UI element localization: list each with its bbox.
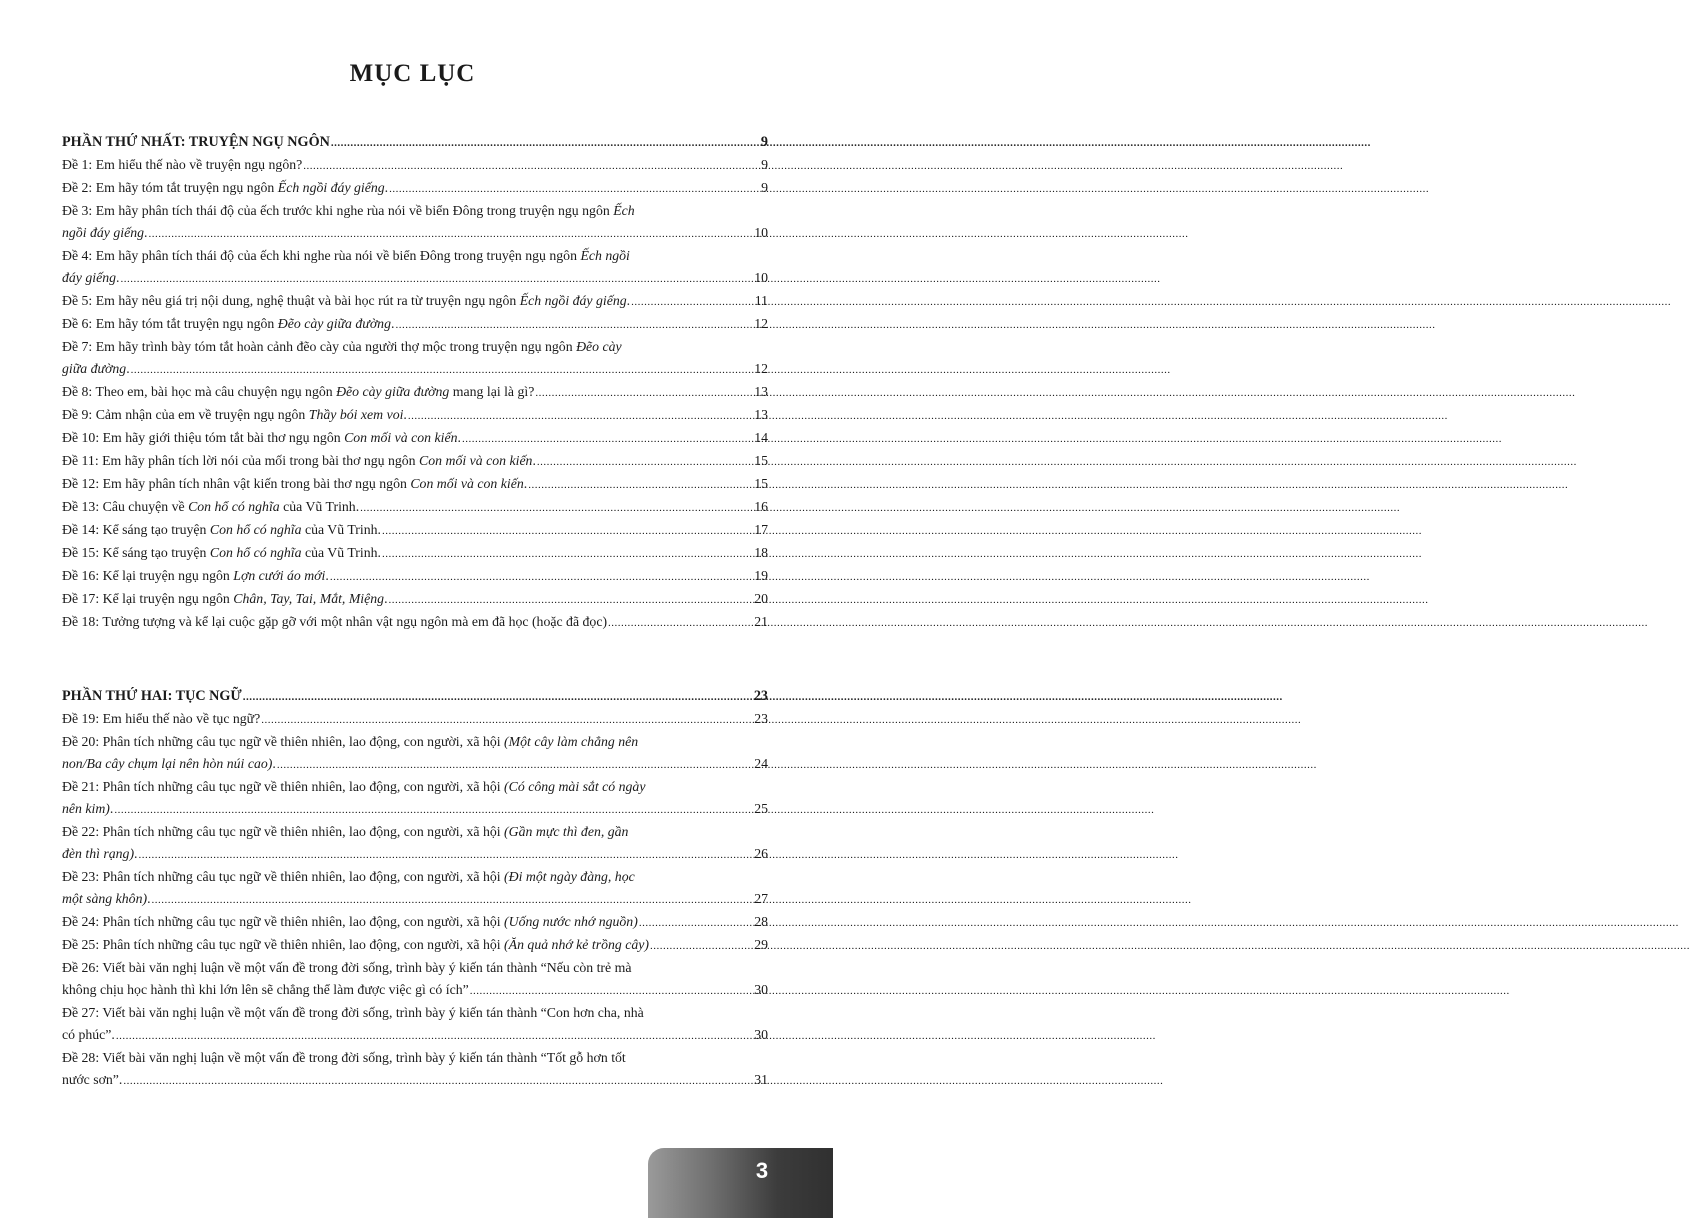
entry-label: Đề 19: bbox=[62, 711, 100, 726]
leader-dots bbox=[139, 844, 754, 866]
section-heading[interactable] bbox=[62, 685, 768, 708]
leader-dots bbox=[639, 912, 753, 934]
entry-title-italic: Con mối và con kiến bbox=[344, 430, 458, 445]
page-ref: 10 bbox=[754, 270, 768, 285]
entry-text: Em hiểu thế nào về tục ngữ? bbox=[102, 711, 261, 726]
entry-text: Em hãy phân tích lời nói của mối trong bài thơ ngụ ngôn bbox=[102, 453, 416, 468]
entry-title-italic: Con hổ có nghĩa bbox=[209, 522, 302, 537]
toc-entry[interactable] bbox=[62, 450, 768, 473]
leader-dots bbox=[408, 405, 753, 427]
entry-title-italic: Con hổ có nghĩa bbox=[209, 545, 302, 560]
entry-title-italic: Con mối và con kiến bbox=[419, 453, 533, 468]
toc-entry[interactable] bbox=[62, 496, 768, 519]
leader-dots bbox=[528, 474, 753, 496]
leader-dots bbox=[114, 799, 753, 821]
leader-dots bbox=[470, 980, 753, 1002]
page-ref: 13 bbox=[754, 407, 768, 422]
entry-label: Đề 18: bbox=[62, 614, 100, 629]
entry-text: Cảm nhận của em về truyện ngụ ngôn bbox=[95, 407, 306, 422]
entry-title-italic: Ếch ngồi bbox=[580, 248, 630, 263]
toc-entry[interactable] bbox=[62, 731, 768, 776]
entry-title-italic: (Có công mài sắt có ngày bbox=[504, 779, 646, 794]
leader-dots bbox=[261, 709, 753, 731]
entry-label: Đề 7: bbox=[62, 339, 93, 354]
toc-entry[interactable] bbox=[62, 542, 768, 565]
toc-entry[interactable] bbox=[62, 427, 768, 450]
leader-dots bbox=[631, 291, 754, 313]
leader-dots bbox=[382, 520, 753, 542]
entry-text: Em hãy nêu giá trị nội dung, nghệ thuật và bài học rút ra từ truyện ngụ ngôn bbox=[95, 293, 517, 308]
page-ref: 15 bbox=[754, 476, 768, 491]
page-ref: 28 bbox=[754, 914, 768, 929]
entry-label: Đề 4: bbox=[62, 248, 93, 263]
entry-tail: . bbox=[384, 591, 388, 606]
toc-entry[interactable] bbox=[62, 1047, 768, 1092]
entry-tail: . bbox=[144, 225, 148, 240]
entry-label: Đề 21: bbox=[62, 779, 100, 794]
entry-label: Đề 23: bbox=[62, 869, 100, 884]
page-ref: 17 bbox=[754, 522, 768, 537]
entry-label: Đề 11: bbox=[62, 453, 99, 468]
entry-label: Đề 17: bbox=[62, 591, 100, 606]
leader-dots bbox=[331, 132, 760, 154]
entry-title-italic: Con mối và con kiến bbox=[410, 476, 524, 491]
leader-dots bbox=[330, 566, 753, 588]
page-ref: 9 bbox=[760, 134, 768, 150]
page-ref: 31 bbox=[754, 1072, 768, 1087]
entry-label: Đề 6: bbox=[62, 316, 93, 331]
entry-text: Theo em, bài học mà câu chuyện ngụ ngôn bbox=[95, 384, 333, 399]
leader-dots bbox=[116, 1025, 753, 1047]
page-title: MỤC LỤC bbox=[349, 60, 476, 87]
leader-dots bbox=[389, 178, 760, 200]
entry-text: Em hãy tóm tắt truyện ngụ ngôn bbox=[95, 316, 275, 331]
entry-text: Viết bài văn nghị luận về một vấn đề trong đời sống, trình bày ý kiến tán thành “Nếu còn trẻ mà bbox=[102, 960, 632, 975]
entry-title-italic: (Đi một ngày đàng, học bbox=[504, 869, 635, 884]
page-ref: 24 bbox=[754, 756, 768, 771]
entry-label: Đề 2: bbox=[62, 180, 93, 195]
toc-section-1 bbox=[62, 131, 768, 634]
entry-tail: . bbox=[109, 801, 114, 816]
toc-entry[interactable] bbox=[62, 611, 768, 634]
entry-title-italic: (Uống nước nhớ nguồn) bbox=[504, 914, 638, 929]
leader-dots bbox=[650, 935, 753, 957]
page-ref: 15 bbox=[754, 453, 768, 468]
entry-tail: . bbox=[532, 453, 536, 468]
entry-text: Phân tích những câu tục ngữ về thiên nhiên, lao động, con người, xã hội bbox=[102, 937, 501, 952]
entry-text: Phân tích những câu tục ngữ về thiên nhiên, lao động, con người, xã hội bbox=[102, 824, 501, 839]
leader-dots bbox=[608, 612, 753, 634]
toc-entry[interactable] bbox=[62, 588, 768, 611]
entry-tail: . bbox=[403, 407, 407, 422]
entry-title-italic: (Một cây làm chẳng nên bbox=[504, 734, 639, 749]
entry-tail: . bbox=[523, 476, 528, 491]
page-ref: 12 bbox=[754, 316, 768, 331]
leader-dots bbox=[462, 428, 753, 450]
entry-label: Đề 20: bbox=[62, 734, 100, 749]
entry-title-italic: ngồi đáy giếng bbox=[62, 225, 144, 240]
leader-dots bbox=[360, 497, 753, 519]
entry-label: Đề 14: bbox=[62, 522, 100, 537]
section-heading[interactable] bbox=[62, 131, 768, 154]
entry-label: Đề 26: bbox=[62, 960, 100, 975]
page-ref: 23 bbox=[753, 688, 768, 704]
entry-title-italic: Ếch ngồi đáy giếng bbox=[277, 180, 385, 195]
page-ref: 20 bbox=[754, 591, 768, 606]
entry-title-italic: non/Ba cây chụm lại nên hòn núi cao) bbox=[62, 756, 273, 771]
entry-label: Đề 15: bbox=[62, 545, 100, 560]
entry-label: Đề 10: bbox=[62, 430, 100, 445]
entry-text: Viết bài văn nghị luận về một vấn đề trong đời sống, trình bày ý kiến tán thành “Tốt gỗ hơn tốt bbox=[102, 1050, 626, 1065]
leader-dots bbox=[243, 686, 753, 708]
entry-label: Đề 5: bbox=[62, 293, 93, 308]
entry-text: Phân tích những câu tục ngữ về thiên nhiên, lao động, con người, xã hội bbox=[102, 914, 501, 929]
entry-text: Kể sáng tạo truyện bbox=[102, 545, 207, 560]
entry-tail: mang lại là gì? bbox=[449, 384, 535, 399]
entry-text-cont: nước sơn”. bbox=[62, 1072, 123, 1087]
leader-dots bbox=[395, 314, 753, 336]
entry-label: Đề 1: bbox=[62, 157, 93, 172]
entry-label: Đề 28: bbox=[62, 1050, 100, 1065]
toc-entry[interactable] bbox=[62, 177, 768, 200]
entry-title-italic: Đẽo cày bbox=[576, 339, 622, 354]
page-ref: 9 bbox=[761, 180, 768, 195]
entry-tail: . bbox=[325, 568, 329, 583]
leader-dots bbox=[148, 223, 753, 245]
toc-entry[interactable] bbox=[62, 565, 768, 588]
page-ref: 9 bbox=[761, 157, 768, 172]
page-ref: 18 bbox=[754, 545, 768, 560]
toc-entry[interactable] bbox=[62, 1002, 768, 1047]
entry-tail: của Vũ Trinh. bbox=[301, 545, 381, 560]
entry-tail: . bbox=[126, 361, 130, 376]
page-number: 3 bbox=[755, 1158, 769, 1183]
page-number-tab bbox=[648, 1148, 833, 1218]
page-ref: 27 bbox=[754, 891, 768, 906]
page-ref: 14 bbox=[754, 430, 768, 445]
entry-text: Em hãy trình bày tóm tắt hoàn cảnh đẽo cày của người thợ mộc trong truyện ngụ ngôn bbox=[95, 339, 573, 354]
leader-dots bbox=[389, 589, 754, 611]
page-ref: 19 bbox=[754, 568, 768, 583]
entry-tail: . bbox=[626, 293, 631, 308]
entry-title-italic: một sàng khôn) bbox=[62, 891, 148, 906]
toc-entry[interactable] bbox=[62, 381, 768, 404]
page-ref: 25 bbox=[754, 801, 768, 816]
page-ref: 26 bbox=[754, 846, 768, 861]
toc-entry[interactable] bbox=[62, 154, 768, 177]
leader-dots bbox=[131, 359, 754, 381]
page-ref: 12 bbox=[754, 361, 768, 376]
section-heading-text: PHẦN THỨ NHẤT: TRUYỆN NGỤ NGÔN bbox=[62, 134, 330, 150]
entry-label: Đề 24: bbox=[62, 914, 100, 929]
toc-entry[interactable] bbox=[62, 404, 768, 427]
toc-entry[interactable] bbox=[62, 473, 768, 496]
leader-dots bbox=[537, 451, 753, 473]
entry-text: Kể lại truyện ngụ ngôn bbox=[102, 568, 230, 583]
entry-text: Kể lại truyện ngụ ngôn bbox=[102, 591, 230, 606]
page-ref: 10 bbox=[754, 225, 768, 240]
entry-title-italic: Con hổ có nghĩa bbox=[188, 499, 280, 514]
entry-tail: . bbox=[272, 756, 276, 771]
entry-title-italic: Thầy bói xem voi bbox=[308, 407, 404, 422]
entry-text: Em hãy tóm tắt truyện ngụ ngôn bbox=[95, 180, 275, 195]
entry-text: Em hãy phân tích nhân vật kiến trong bài thơ ngụ ngôn bbox=[102, 476, 407, 491]
toc-entry[interactable] bbox=[62, 776, 768, 821]
entry-label: Đề 22: bbox=[62, 824, 100, 839]
page-ref: 23 bbox=[754, 711, 768, 726]
toc-entry[interactable] bbox=[62, 708, 768, 731]
entry-title-italic: Đẽo cày giữa đường bbox=[277, 316, 391, 331]
leader-dots bbox=[535, 382, 753, 404]
page-ref: 13 bbox=[754, 384, 768, 399]
toc-entry[interactable] bbox=[62, 934, 768, 957]
entry-tail: của Vũ Trinh. bbox=[279, 499, 360, 514]
page-ref: 30 bbox=[754, 1027, 768, 1042]
entry-text-cont: có phúc”. bbox=[62, 1027, 115, 1042]
entry-label: Đề 8: bbox=[62, 384, 93, 399]
entry-title-italic: Đẽo cày giữa đường bbox=[336, 384, 450, 399]
entry-title-italic: Chân, Tay, Tai, Mắt, Miệng bbox=[233, 591, 385, 606]
entry-label: Đề 3: bbox=[62, 203, 93, 218]
entry-label: Đề 13: bbox=[62, 499, 100, 514]
entry-title-italic: đáy giếng bbox=[62, 270, 117, 285]
toc-entry[interactable] bbox=[62, 200, 768, 245]
leader-dots bbox=[303, 155, 760, 177]
entry-tail: . bbox=[390, 316, 395, 331]
entry-title-italic: Ếch ngồi đáy giếng bbox=[519, 293, 627, 308]
entry-text: Em hãy phân tích thái độ của ếch khi nghe rùa nói về biển Đông trong truyện ngụ ngôn bbox=[95, 248, 577, 263]
entry-tail: của Vũ Trinh. bbox=[301, 522, 381, 537]
leader-dots bbox=[123, 1070, 753, 1092]
entry-label: Đề 27: bbox=[62, 1005, 100, 1020]
toc-entry[interactable] bbox=[62, 245, 768, 290]
entry-text: Em hãy giới thiệu tóm tắt bài thơ ngụ ngôn bbox=[102, 430, 341, 445]
entry-text: Phân tích những câu tục ngữ về thiên nhiên, lao động, con người, xã hội bbox=[102, 869, 501, 884]
entry-tail: . bbox=[384, 180, 389, 195]
toc-entry[interactable] bbox=[62, 957, 768, 1002]
toc-entry[interactable] bbox=[62, 290, 768, 313]
entry-text: Phân tích những câu tục ngữ về thiên nhiên, lao động, con người, xã hội bbox=[102, 734, 501, 749]
toc-entry[interactable] bbox=[62, 336, 768, 381]
toc-entry[interactable] bbox=[62, 866, 768, 911]
entry-title-italic: nên kim) bbox=[62, 801, 110, 816]
entry-tail: . bbox=[457, 430, 461, 445]
page-ref: 30 bbox=[754, 982, 768, 997]
page-ref: 21 bbox=[754, 614, 768, 629]
toc-section-2 bbox=[62, 685, 768, 1092]
toc-entry[interactable] bbox=[62, 313, 768, 336]
leader-dots bbox=[120, 268, 753, 290]
entry-label: Đề 12: bbox=[62, 476, 100, 491]
entry-title-italic: (Gần mực thì đen, gần bbox=[504, 824, 629, 839]
entry-tail: . bbox=[134, 846, 138, 861]
entry-text-cont: không chịu học hành thì khi lớn lên sẽ chẳng thể làm được việc gì có ích” bbox=[62, 982, 469, 997]
leader-dots bbox=[152, 889, 754, 911]
entry-text: Em hiểu thế nào về truyện ngụ ngôn? bbox=[95, 157, 303, 172]
entry-label: Đề 16: bbox=[62, 568, 100, 583]
entry-label: Đề 9: bbox=[62, 407, 93, 422]
entry-text: Tưởng tượng và kể lại cuộc gặp gỡ với một nhân vật ngụ ngôn mà em đã học (hoặc đã đọc) bbox=[102, 614, 608, 629]
entry-title-italic: (Ăn quả nhớ kẻ trồng cây) bbox=[504, 937, 649, 952]
page-ref: 11 bbox=[754, 293, 768, 308]
entry-text: Viết bài văn nghị luận về một vấn đề trong đời sống, trình bày ý kiến tán thành “Con hơn cha, nhà bbox=[102, 1005, 644, 1020]
entry-tail: . bbox=[116, 270, 120, 285]
entry-text: Phân tích những câu tục ngữ về thiên nhiên, lao động, con người, xã hội bbox=[102, 779, 501, 794]
page-ref: 29 bbox=[754, 937, 768, 952]
entry-text: Em hãy phân tích thái độ của ếch trước khi nghe rùa nói về biển Đông trong truyện ngụ ngôn bbox=[95, 203, 610, 218]
leader-dots bbox=[277, 754, 753, 776]
toc-entry[interactable] bbox=[62, 519, 768, 542]
entry-text: Kể sáng tạo truyện bbox=[102, 522, 207, 537]
entry-title-italic: giữa đường bbox=[62, 361, 127, 376]
entry-tail: . bbox=[147, 891, 151, 906]
page-ref: 16 bbox=[754, 499, 768, 514]
entry-title-italic: Lợn cưới áo mới bbox=[233, 568, 326, 583]
entry-title-italic: Ếch bbox=[613, 203, 635, 218]
toc-entry[interactable] bbox=[62, 821, 768, 866]
toc-entry[interactable] bbox=[62, 911, 768, 934]
section-heading-text: PHẦN THỨ HAI: TỤC NGỮ bbox=[62, 688, 242, 704]
entry-text: Câu chuyện về bbox=[102, 499, 185, 514]
entry-title-italic: đèn thì rạng) bbox=[62, 846, 135, 861]
leader-dots bbox=[382, 543, 753, 565]
entry-label: Đề 25: bbox=[62, 937, 100, 952]
